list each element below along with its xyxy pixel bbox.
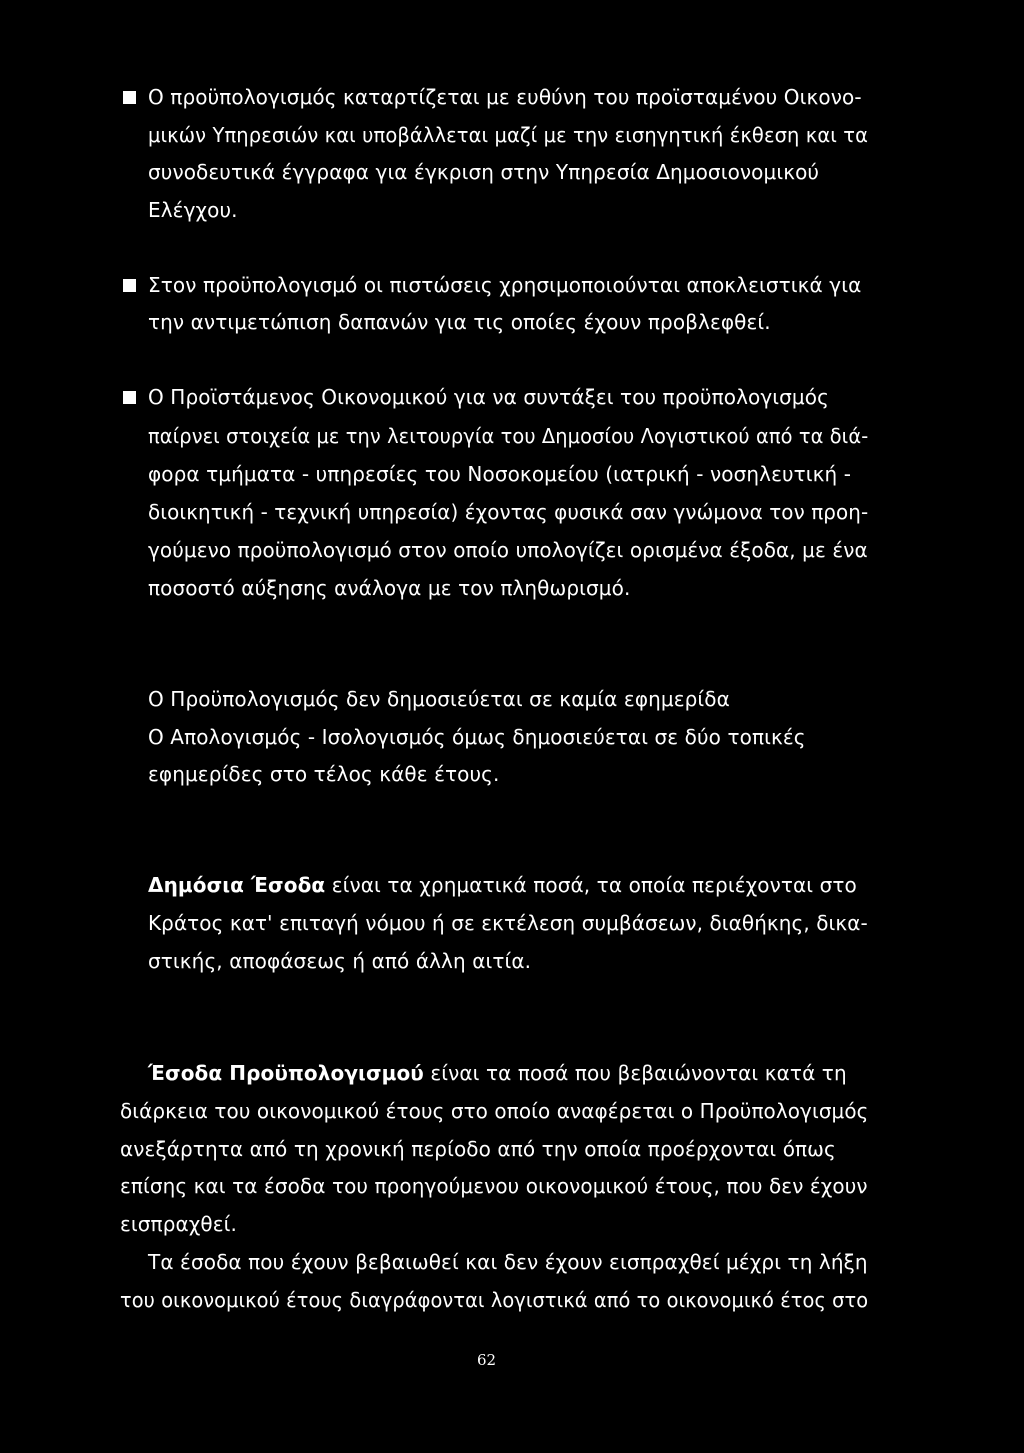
text-line: συνοδευτικά έγγραφα για έγκριση στην Υπηρεσία Δημοσιονομικού <box>148 160 820 184</box>
term-public-revenue: Δημόσια Έσοδα <box>148 873 326 897</box>
text-line: την αντιμετώπιση δαπανών για τις οποίες έχουν προβλεφθεί. <box>148 310 771 334</box>
bullet-square-icon <box>123 279 136 292</box>
text-line: Ελέγχου. <box>148 198 238 222</box>
text-line: διοικητική - τεχνική υπηρεσία) έχοντας φυσικά σαν γνώμονα τον προη- <box>148 500 869 524</box>
text-line: εισπραχθεί. <box>120 1212 237 1236</box>
text-line: Στον προϋπολογισμό οι πιστώσεις χρησιμοποιούνται αποκλειστικά για <box>148 273 862 297</box>
definition-text: είναι τα χρηματικά ποσά, τα οποία περιέχονται στο <box>325 873 857 897</box>
text-line: Ο προϋπολογισμός καταρτίζεται με ευθύνη του προϊσταμένου Οικονο- <box>148 85 862 109</box>
text-line: στικής, αποφάσεως ή από άλλη αιτία. <box>148 949 532 973</box>
text-line: ανεξάρτητα από τη χρονική περίοδο από την οποία προέρχονται όπως <box>120 1137 836 1161</box>
text-line: μικών Υπηρεσιών και υποβάλλεται μαζί με την εισηγητική έκθεση και τα <box>148 123 869 147</box>
text-line: διάρκεια του οικονομικού έτους στο οποίο αναφέρεται ο Προϋπολογισμός <box>120 1099 869 1123</box>
text-line: γούμενο προϋπολογισμό στον οποίο υπολογίζει ορισμένα έξοδα, με ένα <box>148 538 868 562</box>
text-line: παίρνει στοιχεία με την λειτουργία του Δημοσίου Λογιστικού από τα διά- <box>148 424 869 448</box>
term-budget-revenue: Έσοδα Προϋπολογισμού <box>148 1061 424 1085</box>
page-number: 62 <box>477 1351 497 1369</box>
bullet-square-icon <box>123 91 136 104</box>
text-line: Κράτος κατ' επιταγή νόμου ή σε εκτέλεση συμβάσεων, διαθήκης, δικα- <box>148 911 868 935</box>
text-line: ποσοστό αύξησης ανάλογα με τον πληθωρισμό. <box>148 576 631 600</box>
text-line: φορα τμήματα - υπηρεσίες του Νοσοκομείου (ιατρική - νοσηλευτική - <box>148 462 852 486</box>
definition-text: είναι τα ποσά που βεβαιώνονται κατά τη <box>423 1061 847 1085</box>
text-line <box>148 1060 847 1086</box>
text-line <box>148 872 857 898</box>
bullet-square-icon <box>123 391 136 404</box>
text-line: Τα έσοδα που έχουν βεβαιωθεί και δεν έχουν εισπραχθεί μέχρι τη λήξη <box>148 1250 868 1274</box>
text-line: εφημερίδες στο τέλος κάθε έτους. <box>148 762 500 786</box>
text-line: Ο Προϋπολογισμός δεν δημοσιεύεται σε καμία εφημερίδα <box>148 687 730 711</box>
text-line: του οικονομικού έτους διαγράφονται λογιστικά από το οικονομικό έτος στο <box>120 1288 869 1312</box>
text-line: Ο Προϊστάμενος Οικονομικού για να συντάξει του προϋπολογισμός <box>148 385 829 409</box>
text-line: Ο Απολογισμός - Ισολογισμός όμως δημοσιεύεται σε δύο τοπικές <box>148 725 806 749</box>
text-line: επίσης και τα έσοδα του προηγούμενου οικονομικού έτους, που δεν έχουν <box>120 1174 868 1198</box>
